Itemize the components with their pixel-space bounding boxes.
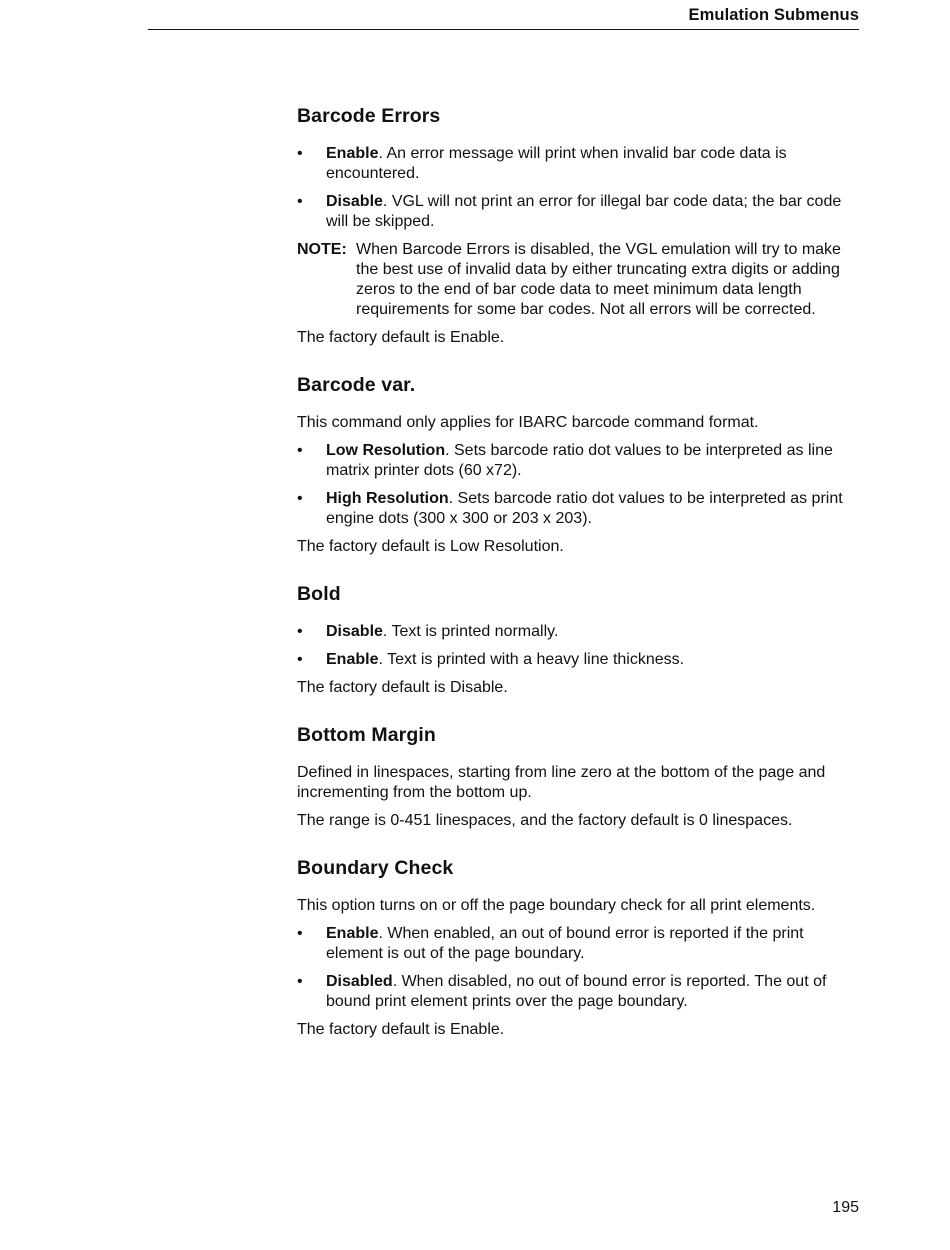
section-heading: Bottom Margin bbox=[297, 724, 436, 746]
list-item bbox=[297, 489, 859, 529]
page-header bbox=[148, 0, 859, 30]
bullet-text: . Text is printed normally. bbox=[382, 623, 559, 640]
section-heading: Barcode var. bbox=[297, 374, 416, 396]
section-bold bbox=[297, 582, 859, 698]
section-barcode-var bbox=[297, 373, 859, 557]
factory-default-text: The factory default is Enable. bbox=[297, 329, 505, 346]
page-number: 195 bbox=[832, 1199, 859, 1216]
bullet-term: Disable bbox=[326, 193, 383, 210]
list-item bbox=[297, 192, 859, 232]
intro-text: This command only applies for IBARC barcode command format. bbox=[297, 414, 759, 431]
bullet-icon: • bbox=[297, 925, 303, 942]
bullet-text: . Text is printed with a heavy line thickness. bbox=[378, 651, 685, 668]
page-content bbox=[297, 104, 859, 1065]
bullet-icon: • bbox=[297, 490, 303, 507]
section-heading: Barcode Errors bbox=[297, 105, 441, 127]
bullet-text: . Sets barcode ratio dot values to be interpreted as line matrix printer dots (60 x72). bbox=[326, 442, 833, 479]
bullet-icon: • bbox=[297, 973, 303, 990]
section-heading: Boundary Check bbox=[297, 857, 454, 879]
bullet-text: . An error message will print when invalid bar code data is encountered. bbox=[326, 145, 787, 182]
section-bottom-margin bbox=[297, 723, 859, 831]
bullet-icon: • bbox=[297, 145, 303, 162]
factory-default-text: The factory default is Enable. bbox=[297, 1021, 505, 1038]
bullet-term: Enable bbox=[326, 145, 379, 162]
factory-default-text: The factory default is Disable. bbox=[297, 679, 508, 696]
list-item bbox=[297, 144, 859, 184]
bullet-term: High Resolution bbox=[326, 490, 449, 507]
section-boundary-check bbox=[297, 856, 859, 1040]
bullet-icon: • bbox=[297, 651, 303, 668]
intro-text: This option turns on or off the page boundary check for all print elements. bbox=[297, 897, 816, 914]
note-label: NOTE: bbox=[297, 241, 347, 258]
note-text: When Barcode Errors is disabled, the VGL emulation will try to make the best use of invalid data by either truncating extra digits or adding zeros to the end of bar code data to meet minimum data length requirements for some bar codes. Not all errors will be corrected. bbox=[356, 241, 841, 318]
bullet-icon: • bbox=[297, 623, 303, 640]
list-item bbox=[297, 972, 859, 1012]
bullet-text: . When enabled, an out of bound error is reported if the print element is out of the page boundary. bbox=[326, 925, 804, 962]
bullet-icon: • bbox=[297, 193, 303, 210]
list-item bbox=[297, 924, 859, 964]
section-heading: Bold bbox=[297, 583, 341, 605]
bullet-term: Low Resolution bbox=[326, 442, 446, 459]
list-item bbox=[297, 622, 859, 642]
section-barcode-errors bbox=[297, 104, 859, 348]
bullet-term: Enable bbox=[326, 651, 379, 668]
range-text: The range is 0-451 linespaces, and the factory default is 0 linespaces. bbox=[297, 812, 793, 829]
list-item bbox=[297, 650, 859, 670]
bullet-text: . Sets barcode ratio dot values to be interpreted as print engine dots (300 x 300 or 203 x 203). bbox=[326, 490, 843, 527]
header-title: Emulation Submenus bbox=[688, 6, 859, 24]
list-item bbox=[297, 441, 859, 481]
description-text: Defined in linespaces, starting from line zero at the bottom of the page and incrementing from the bottom up. bbox=[297, 764, 826, 801]
bullet-icon: • bbox=[297, 442, 303, 459]
bullet-text: . When disabled, no out of bound error is reported. The out of bound print element prints over the page boundary. bbox=[326, 973, 827, 1010]
bullet-term: Disabled bbox=[326, 973, 393, 990]
bullet-term: Enable bbox=[326, 925, 379, 942]
note-block bbox=[297, 240, 859, 320]
factory-default-text: The factory default is Low Resolution. bbox=[297, 538, 564, 555]
bullet-term: Disable bbox=[326, 623, 383, 640]
bullet-text: . VGL will not print an error for illegal bar code data; the bar code will be skipped. bbox=[326, 193, 842, 230]
